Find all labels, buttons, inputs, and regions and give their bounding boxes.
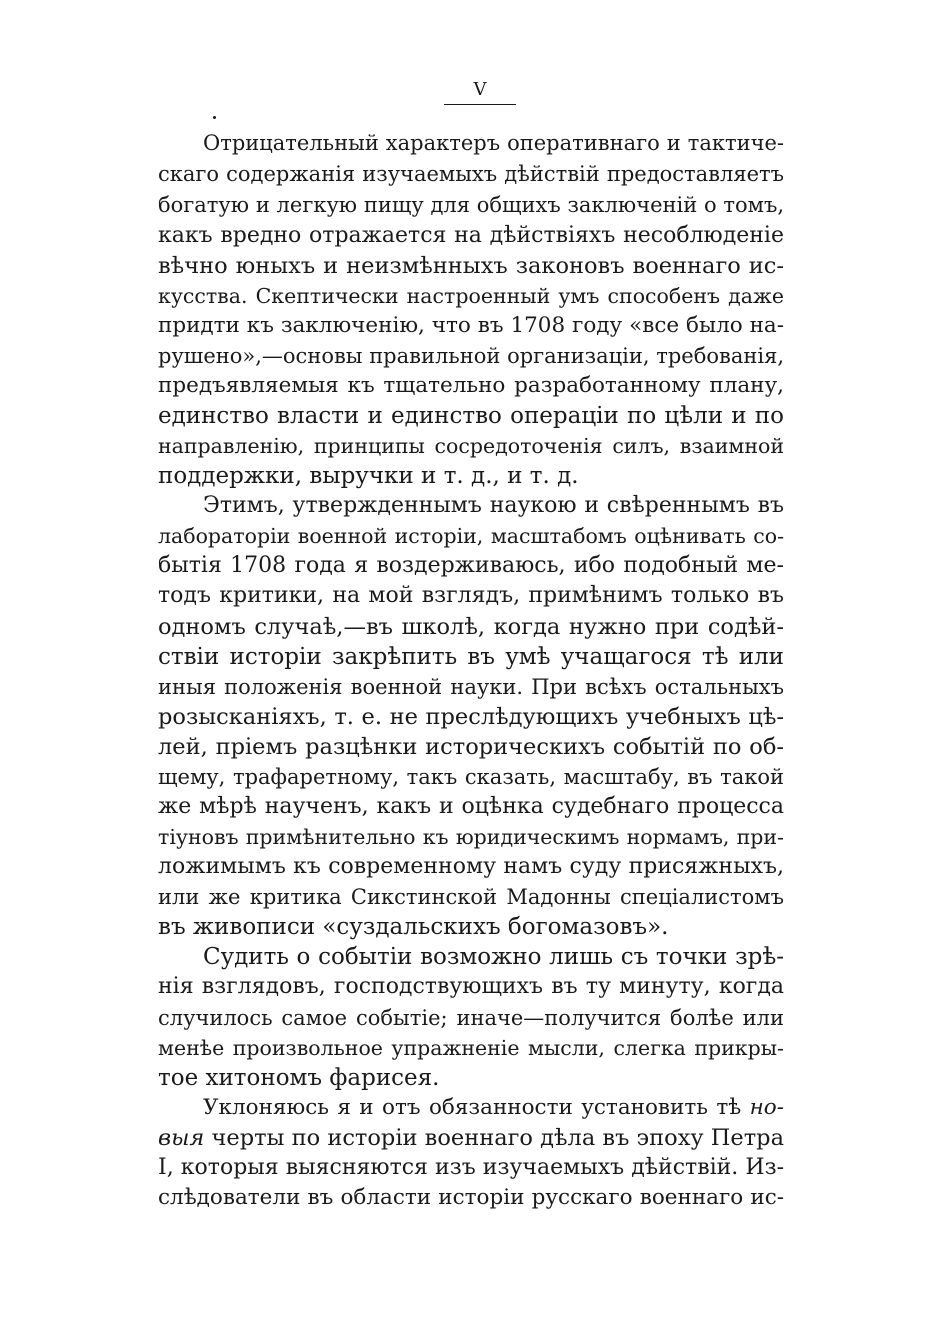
text-line: ствіи исторіи закрѣпить въ умѣ учащагося тѣ или	[158, 644, 784, 670]
text-line: одномъ случаѣ,—въ школѣ, когда нужно при содѣй-	[158, 614, 784, 640]
text-line: придти къ заключенію, что въ 1708 году «все было на-	[158, 313, 784, 338]
text-line-main: черты по исторіи военнаго дѣла въ эпоху Петра	[211, 1125, 784, 1151]
text-line	[203, 1093, 784, 1123]
text-line: предъявляемыя къ тщательно разработанному плану,	[158, 373, 784, 398]
text-line: богатую и легкую пищу для общихъ заключеній о томъ,	[158, 193, 784, 217]
text-line: тое хитономъ фарисея.	[158, 1065, 440, 1091]
text-line: розысканіяхъ, т. е. не преслѣдующихъ учебныхъ цѣ-	[158, 704, 784, 730]
text-line: бытія 1708 года я воздерживаюсь, ибо подобный ме-	[158, 553, 784, 578]
text-line: вѣчно юныхъ и неизмѣнныхъ законовъ военнаго ис-	[158, 253, 784, 279]
text-line: ложимымъ къ современному намъ суду присяжныхъ,	[158, 854, 784, 879]
text-line: какъ вредно отражается на дѣйствіяхъ несоблюденіе	[158, 223, 784, 248]
text-line: поддержки, выручки и т. д., и т. д.	[158, 463, 579, 489]
text-line: Отрицательный характеръ оперативнаго и тактиче-	[203, 131, 784, 155]
text-line: скаго содержанія изучаемыхъ дѣйствій предоставляетъ	[158, 162, 784, 186]
text-line: случилось самое событіе; иначе—получится болѣе или	[158, 1006, 784, 1030]
text-line	[158, 1123, 784, 1153]
text-line: Этимъ, утвержденнымъ наукою и свѣреннымъ въ	[203, 493, 784, 518]
text-line: единство власти и единство операціи по цѣли и по	[158, 403, 784, 429]
text-line: щему, трафаретному, такъ сказать, масштабу, въ такой	[158, 765, 784, 789]
text-line: тодъ критики, на мой взглядъ, примѣнимъ только въ	[158, 583, 784, 608]
text-line: иныя положенія военной науки. При всѣхъ остальныхъ	[158, 675, 784, 699]
italic-word: но-	[749, 1095, 784, 1120]
text-line: же мѣрѣ наученъ, какъ и оцѣнка судебнаго процесса	[158, 794, 784, 819]
text-line: или же критика Сикстинской Мадонны спеціалистомъ	[158, 885, 784, 909]
text-line: лабораторіи военной исторіи, масштабомъ оцѣнивать со-	[158, 524, 784, 548]
text-line: слѣдователи въ области исторіи русскаго военнаго ис-	[158, 1185, 784, 1210]
text-line: въ живописи «суздальскихъ богомазовъ».	[158, 914, 669, 940]
text-line-main: Уклоняюсь я и отъ обязанности установить тѣ	[203, 1095, 742, 1120]
text-line: I, которыя выясняются изъ изучаемыхъ дѣйствій. Из-	[158, 1155, 784, 1180]
text-line: направленію, принципы сосредоточенія силъ, взаимной	[158, 434, 784, 458]
text-line: тіуновъ примѣнительно къ юридическимъ нормамъ, при-	[158, 825, 784, 849]
text-line: нія взглядовъ, господствующихъ въ ту минуту, когда	[158, 974, 784, 999]
italic-word: выя	[158, 1125, 205, 1151]
text-line: рушено»,—основы правильной организаціи, требованія,	[158, 344, 784, 368]
text-line: кусства. Скептически настроенный умъ способенъ даже	[158, 284, 784, 308]
text-line: Судить о событіи возможно лишь съ точки зрѣ-	[203, 944, 784, 970]
text-line: лей, пріемъ разцѣнки историческихъ событій по об-	[158, 734, 784, 760]
text-line: менѣе произвольное упражненіе мысли, слегка прикры-	[158, 1036, 784, 1060]
page-number: V	[473, 79, 487, 100]
